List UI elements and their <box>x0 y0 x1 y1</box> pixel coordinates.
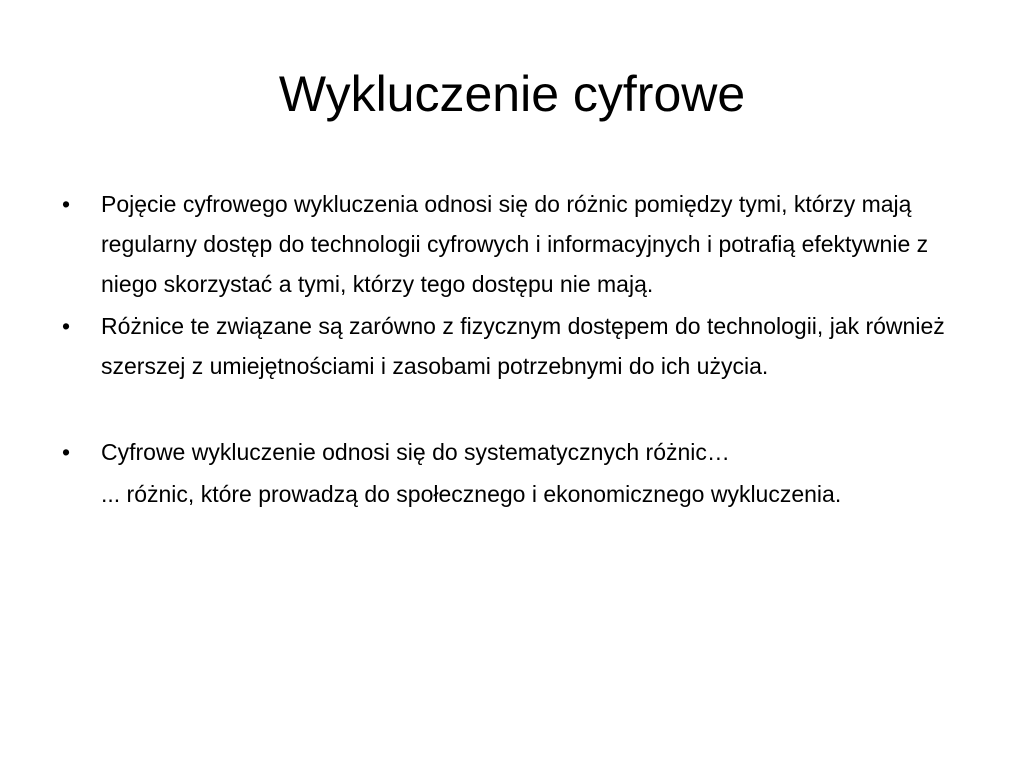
bullet-text: Pojęcie cyfrowego wykluczenia odnosi się do różnic pomiędzy tymi, którzy mają regularny dostęp do technologii cyfrowych i informacyjnych i potrafią efektywnie z niego skorzystać a tymi, którzy tego dostępu nie mają. <box>101 191 929 297</box>
bullet-item <box>60 432 980 472</box>
slide-title: Wykluczenie cyfrowe <box>278 66 746 122</box>
bullet-text: Różnice te związane są zarówno z fizycznym dostępem do technologii, jak również szerszej z umiejętnościami i zasobami potrzebnymi do ich użycia. <box>101 313 945 379</box>
bullet-dot-icon: • <box>62 191 71 217</box>
bullet-dot-icon: • <box>62 313 71 339</box>
bullet-item <box>60 184 980 304</box>
bullet-item <box>60 306 980 386</box>
bullet-text: Cyfrowe wykluczenie odnosi się do systematycznych różnic… <box>101 439 730 465</box>
bullet-continuation: ... różnic, które prowadzą do społecznego i ekonomicznego wykluczenia. <box>101 481 842 507</box>
bullet-dot-icon: • <box>62 439 71 465</box>
slide-body <box>60 184 980 514</box>
